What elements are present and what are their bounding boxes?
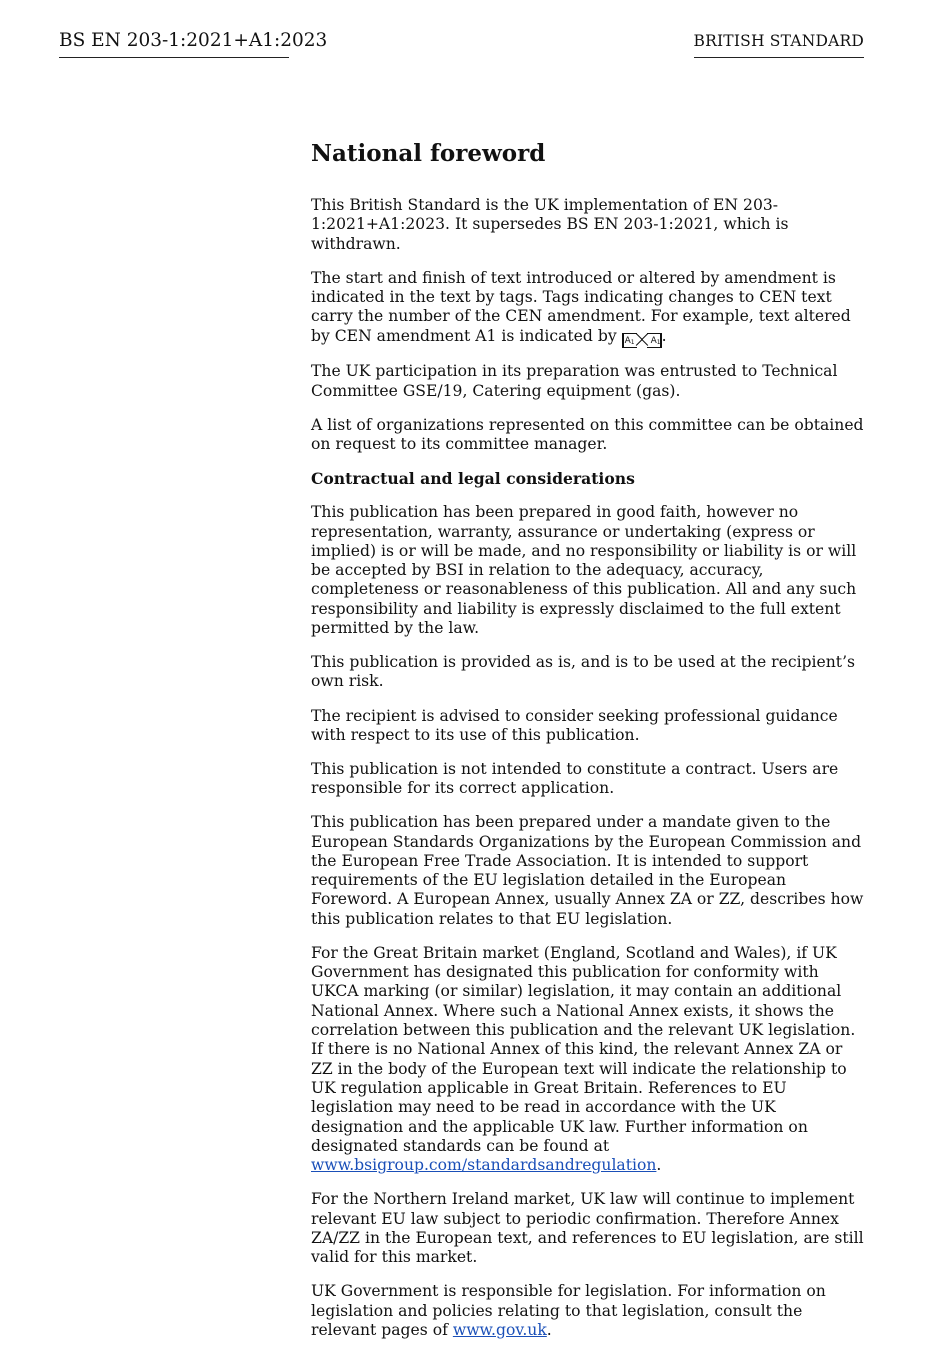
uk-government-paragraph: UK Government is responsible for legislation. For information on legislation and policies relating to that legislation, consult the relevant pages of www.gov.uk.: [311, 1282, 826, 1339]
amendment-end-tag-icon: $A_1$: [647, 333, 662, 348]
gov-uk-link[interactable]: www.gov.uk: [452, 1320, 547, 1339]
not-contract-paragraph: This publication is not intended to constitute a contract. Users are responsible for its correct application.: [311, 759, 839, 798]
committee-paragraph: The UK participation in its preparation was entrusted to Technical Committee GSE/19, Catering equipment (gas).: [311, 362, 838, 400]
amendment-start-tag-icon: $A_1$: [622, 333, 637, 348]
page-title: National foreword: [311, 140, 546, 167]
standard-series-label: BRITISH STANDARD: [694, 32, 865, 58]
contractual-legal-heading: Contractual and legal considerations: [311, 469, 635, 489]
organizations-paragraph: A list of organizations represented on this committee can be obtained on request to its committee manager.: [311, 415, 864, 454]
amendment-tags-text: The start and finish of text introduced or altered by amendment is indicated in the text by tags. Tags indicating changes to CEN text carry the number of the CEN amendment. For example, text altered by CEN amendment A1 is indicated by: [311, 268, 851, 345]
amendment-tags-paragraph: The start and finish of text introduced or altered by amendment is indicated in the text by tags. Tags indicating changes to CEN text carry the number of the CEN amendment. For example, text altered by CEN amendment A1 is indicated by $A_1$ $A_1$.: [311, 268, 851, 346]
own-risk-paragraph: This publication is provided as is, and is to be used at the recipient’s own risk.: [311, 653, 856, 691]
national-foreword-section: [311, 140, 867, 1355]
good-faith-paragraph: This publication has been prepared in good faith, however no representation, warranty, assurance or undertaking (express or implied) is or will be made, and no responsibility or liability is or will be accepted by BSI in relation to the adequacy, accuracy, completeness or reasonableness of this publication. All and any such responsibility and liability is expressly disclaimed to the full extent permitted by the law.: [311, 503, 857, 638]
implementation-paragraph: This British Standard is the UK implementation of EN 203-1:2021+A1:2023. It supersedes BS EN 203-1:2021, which is withdrawn.: [311, 196, 789, 253]
northern-ireland-paragraph: For the Northern Ireland market, UK law will continue to implement relevant EU law subject to periodic confirmation. Therefore Annex ZA/ZZ in the European text, and references to EU legislation, are still valid for this market.: [311, 1190, 864, 1267]
document-id: BS EN 203-1:2021+A1:2023: [59, 30, 289, 58]
bsigroup-link[interactable]: www.bsigroup.com/standardsandregulation: [311, 1156, 657, 1175]
professional-guidance-paragraph: The recipient is advised to consider seeking professional guidance with respect to its use of this publication.: [311, 706, 838, 744]
great-britain-paragraph: For the Great Britain market (England, Scotland and Wales), if UK Government has designated this publication for conformity with UKCA marking (or similar) legislation, it may contain an additional National Annex. Where such a National Annex exists, it shows the correlation between this publication and the relevant UK legislation. If there is no National Annex of this kind, the relevant Annex ZA or ZZ in the body of the European text will indicate the relationship to UK regulation applicable in Great Britain. References to EU legislation may need to be read in accordance with the UK designation and the applicable UK law. Further information on designated standards can be found at www.bsigroup.com/standardsandregulation.: [311, 943, 856, 1175]
mandate-paragraph: This publication has been prepared under a mandate given to the European Standards Organizations by the European Commission and the European Free Trade Association. It is intended to support requirements of the EU legislation detailed in the European Foreword. A European Annex, usually Annex ZA or ZZ, describes how this publication relates to that EU legislation.: [311, 813, 864, 928]
